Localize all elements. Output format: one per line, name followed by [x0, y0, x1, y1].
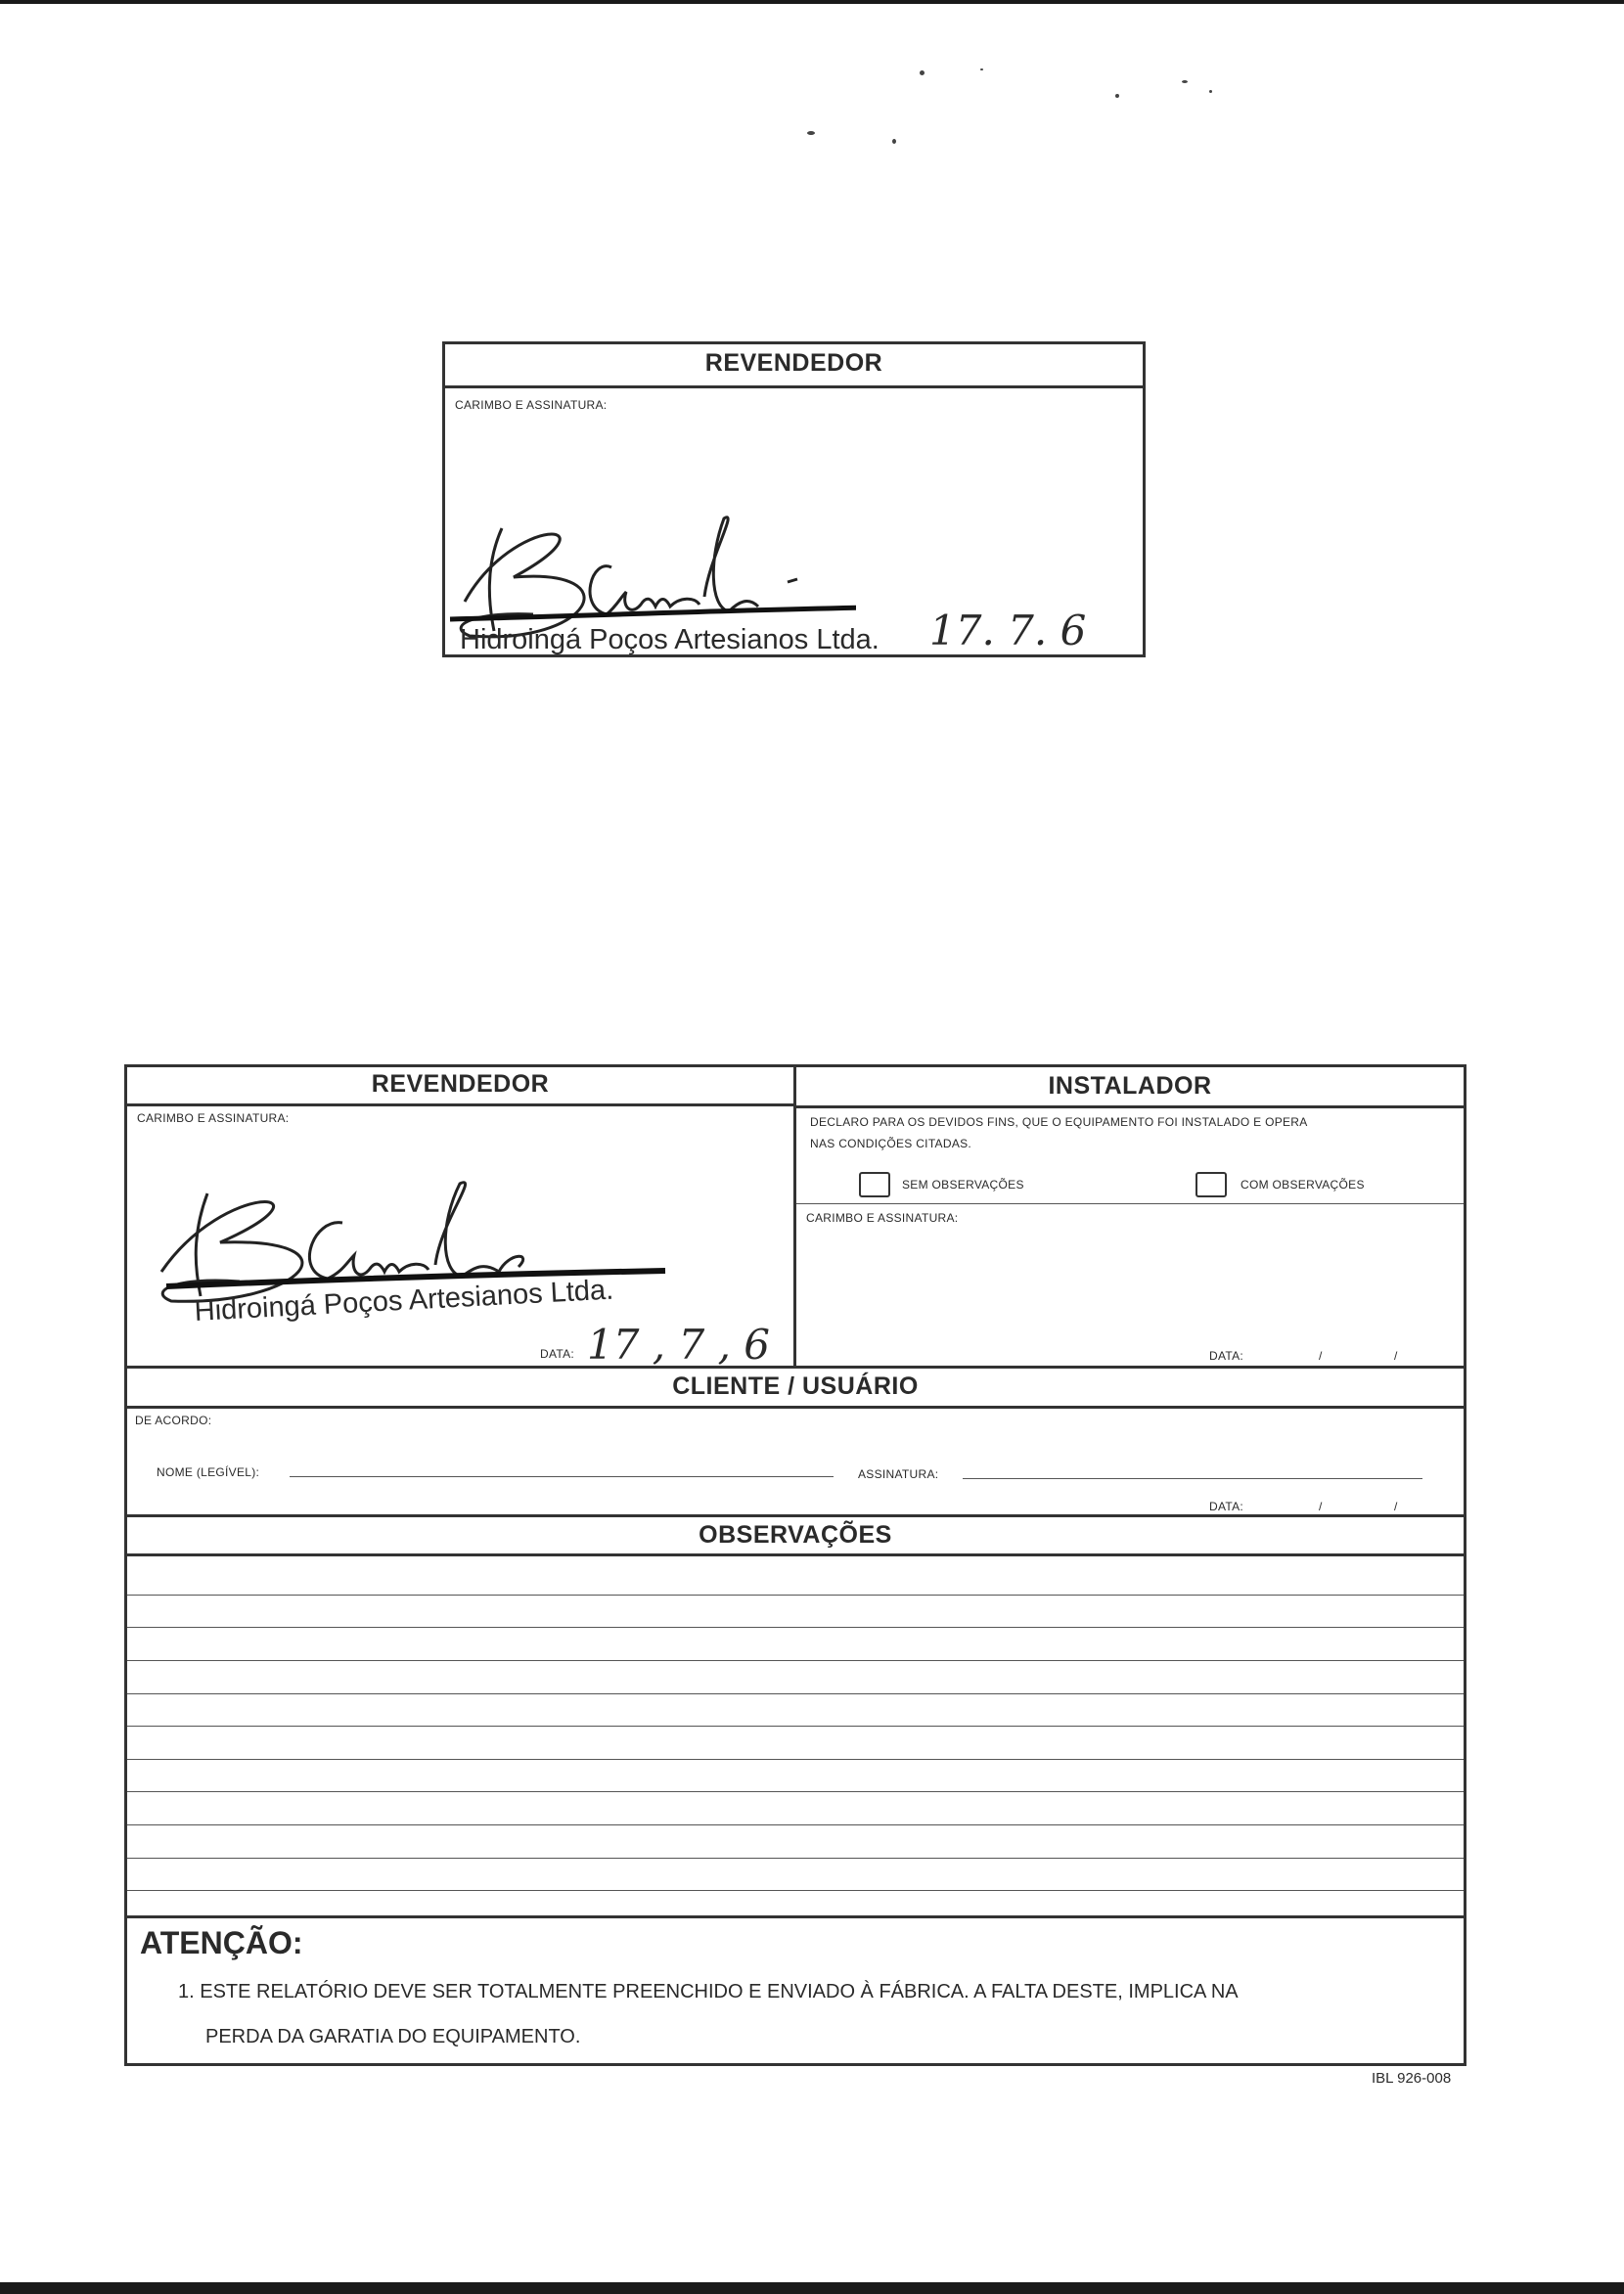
observacoes-top-divider: [127, 1514, 1464, 1517]
atencao-title: ATENÇÃO:: [140, 1925, 303, 1960]
form-column-divider: [793, 1064, 796, 1368]
top-card-divider: [445, 385, 1143, 388]
sem-observacoes-checkbox[interactable]: [859, 1172, 890, 1197]
cliente-date-sep-2: /: [1394, 1500, 1398, 1513]
sem-observacoes-label: SEM OBSERVAÇÕES: [902, 1178, 1024, 1192]
observacoes-lines: [127, 1553, 1464, 1915]
instalador-options-divider: [796, 1203, 1464, 1204]
observacoes-writing-line[interactable]: [127, 1791, 1464, 1792]
instalador-stamp-label: CARIMBO E ASSINATURA:: [806, 1211, 959, 1225]
scan-speck: [1182, 80, 1188, 83]
revendedor-stamp-company: Hidroingá Poços Artesianos Ltda.: [194, 1274, 614, 1327]
revendedor-handwritten-date: 17 , 7 , 6: [587, 1321, 770, 1369]
com-observacoes-checkbox[interactable]: [1195, 1172, 1227, 1197]
cliente-top-divider: [127, 1366, 1464, 1369]
observacoes-writing-line[interactable]: [127, 1726, 1464, 1727]
scan-speck: [1209, 90, 1212, 93]
top-card-handwritten-date: 17. 7. 6: [929, 607, 1087, 654]
top-card-stamp-company: Hidroingá Poços Artesianos Ltda.: [460, 624, 880, 655]
cliente-name-field[interactable]: [290, 1476, 834, 1477]
observacoes-writing-line[interactable]: [127, 1595, 1464, 1596]
scan-edge-bottom: [0, 2282, 1624, 2294]
scan-speck: [920, 70, 925, 75]
cliente-name-label: NOME (LEGÍVEL):: [157, 1465, 260, 1479]
top-card-title: REVENDEDOR: [704, 349, 883, 377]
top-card-stamp-label: CARIMBO E ASSINATURA:: [455, 398, 608, 412]
scan-speck: [892, 139, 896, 144]
observacoes-writing-line[interactable]: [127, 1660, 1464, 1661]
com-observacoes-label: COM OBSERVAÇÕES: [1241, 1178, 1365, 1192]
cliente-signature-label: ASSINATURA:: [858, 1467, 939, 1481]
scan-speck: [1115, 94, 1119, 98]
cliente-signature-field[interactable]: [963, 1478, 1422, 1479]
observacoes-writing-line[interactable]: [127, 1693, 1464, 1694]
observacoes-title: OBSERVAÇÕES: [699, 1521, 892, 1549]
instalador-title: INSTALADOR: [1048, 1072, 1212, 1100]
instalador-declaration-line2: NAS CONDIÇÕES CITADAS.: [810, 1137, 972, 1150]
cliente-date-label: DATA:: [1209, 1500, 1244, 1513]
observacoes-writing-line[interactable]: [127, 1627, 1464, 1628]
instalador-date-label: DATA:: [1209, 1349, 1244, 1363]
observacoes-writing-line[interactable]: [127, 1759, 1464, 1760]
instalador-date-sep-2: /: [1394, 1349, 1398, 1363]
scan-speck: [807, 131, 815, 135]
revendedor-stamp-label: CARIMBO E ASSINATURA:: [137, 1111, 290, 1125]
cliente-date-sep-1: /: [1319, 1500, 1323, 1513]
instalador-date-sep-1: /: [1319, 1349, 1323, 1363]
observacoes-writing-line[interactable]: [127, 1890, 1464, 1891]
revendedor-date-label: DATA:: [540, 1347, 575, 1361]
observacoes-writing-line[interactable]: [127, 1824, 1464, 1825]
instalador-header-divider: [796, 1105, 1464, 1108]
cliente-header-divider: [127, 1406, 1464, 1409]
cliente-title: CLIENTE / USUÁRIO: [672, 1372, 919, 1400]
cliente-agreement-label: DE ACORDO:: [135, 1414, 212, 1427]
scan-speck: [980, 68, 983, 70]
revendedor-header-divider: [127, 1103, 793, 1106]
atencao-item-line1: 1. ESTE RELATÓRIO DEVE SER TOTALMENTE PREENCHIDO E ENVIADO À FÁBRICA. A FALTA DESTE, IMPLICA NA: [178, 1981, 1239, 2002]
revendedor-title: REVENDEDOR: [371, 1070, 550, 1098]
scan-edge-top: [0, 0, 1624, 4]
instalador-declaration-line1: DECLARO PARA OS DEVIDOS FINS, QUE O EQUIPAMENTO FOI INSTALADO E OPERA: [810, 1115, 1308, 1129]
observacoes-writing-line[interactable]: [127, 1858, 1464, 1859]
atencao-item-line2: PERDA DA GARATIA DO EQUIPAMENTO.: [205, 2026, 581, 2047]
form-code: IBL 926-008: [1372, 2070, 1452, 2087]
observacoes-bottom-divider: [127, 1915, 1464, 1918]
